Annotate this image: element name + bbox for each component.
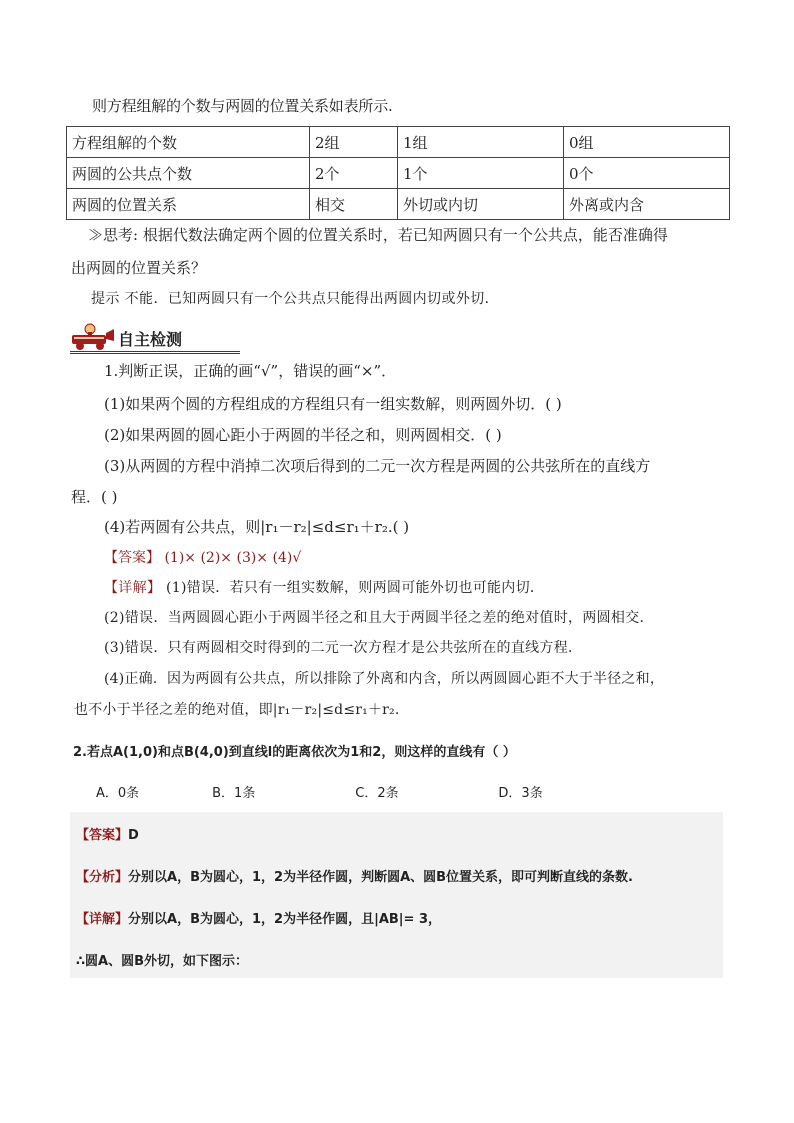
q2-conclusion: ∴圆A、圆B外切，如下图示： (76, 954, 249, 969)
q1-answer (104, 547, 301, 567)
q2-options (96, 782, 543, 801)
think-line-1 (88, 224, 668, 245)
q1-item-2: (2)如果两圆的圆心距小于两圆的半径之和，则两圆相交．( ) (104, 426, 502, 444)
section-underline-2 (70, 353, 240, 354)
q2-detail-text: 分别以A，B为圆心，1，2为半径作圆，且|AB|= 3， (128, 912, 442, 927)
q1-detail-3: (3)错误．只有两圆相交时得到的二元一次方程才是公共弦所在的直线方程． (104, 640, 583, 656)
q2-answer-value: D (128, 828, 139, 843)
intro-text: 则方程组解的个数与两圆的位置关系如表所示. (92, 97, 393, 115)
q2-detail-label: 【详解】 (76, 912, 129, 927)
q1-answer-value: (1)× (2)× (3)× (4)√ (164, 550, 302, 566)
q2-detail (76, 908, 441, 927)
cannon-icon (70, 321, 116, 351)
table-row (67, 189, 730, 220)
q2-analysis (76, 866, 633, 885)
table-cell: 外离或内含 (564, 189, 730, 220)
table-cell: 1组 (398, 127, 564, 158)
q1-detail-4: (4)正确．因为两圆有公共点，所以排除了外离和内含，所以两圆圆心距不大于半径之和， (104, 671, 665, 687)
q2-option-c: C．2条 (355, 786, 399, 801)
think-text: 根据代数法确定两个圆的位置关系时，若已知两圆只有一个公共点，能否准确得 (142, 226, 668, 244)
q2-answer-label: 【答案】 (76, 828, 129, 843)
table-row (67, 127, 730, 158)
table-cell: 方程组解的个数 (67, 127, 310, 158)
q1-item-1: (1)如果两个圆的方程组成的方程组只有一组实数解，则两圆外切．( ) (104, 395, 562, 413)
q2-analysis-text: 分别以A，B为圆心，1，2为半径作圆，判断圆A、圆B位置关系，即可判断直线的条数. (128, 870, 633, 885)
position-table (66, 126, 730, 220)
q1-detail-text-1: (1)错误．若只有一组实数解，则两圆可能外切也可能内切． (165, 580, 545, 596)
table-row (67, 158, 730, 189)
q2-analysis-label: 【分析】 (76, 870, 129, 885)
hint-text: 提示 不能．已知两圆只有一个公共点只能得出两圆内切或外切． (91, 291, 500, 307)
table-cell: 2组 (310, 127, 398, 158)
q1-detail-label: 【详解】 (104, 580, 162, 596)
q1-detail-1 (104, 577, 544, 597)
q1-item-4: (4)若两圆有公共点，则|r₁－r₂|≤d≤r₁＋r₂.( ) (104, 518, 410, 536)
table-cell: 相交 (310, 189, 398, 220)
solution-box (70, 812, 723, 978)
table-cell: 0个 (564, 158, 730, 189)
q1-stem: 1.判断正误，正确的画“√”，错误的画“×”． (104, 362, 397, 380)
q2-option-d: D．3条 (498, 786, 543, 801)
table-cell: 两圆的位置关系 (67, 189, 310, 220)
table-cell: 2个 (310, 158, 398, 189)
section-underline (70, 351, 240, 352)
table-cell: 外切或内切 (398, 189, 564, 220)
table-cell: 1个 (398, 158, 564, 189)
table-cell: 两圆的公共点个数 (67, 158, 310, 189)
q2-option-a: A．0条 (96, 786, 140, 801)
section-title: 自主检测 (118, 330, 183, 349)
q2-option-b: B．1条 (212, 786, 256, 801)
q1-answer-label: 【答案】 (104, 550, 160, 566)
think-line-2: 出两圆的位置关系？ (71, 259, 207, 277)
table-cell: 0组 (564, 127, 730, 158)
q1-item-3-cont: 程．( ) (71, 488, 118, 506)
q2-stem: 2.若点A(1,0)和点B(4,0)到直线l的距离依次为1和2，则这样的直线有（ ） (73, 745, 516, 760)
q1-detail-2: (2)错误．当两圆圆心距小于两圆半径之和且大于两圆半径之差的绝对值时，两圆相交． (104, 610, 654, 626)
q1-item-3: (3)从两圆的方程中消掉二次项后得到的二元一次方程是两圆的公共弦所在的直线方 (104, 457, 651, 475)
think-marker: ≫思考: (88, 226, 139, 244)
q1-detail-5: 也不小于半径之差的绝对值，即|r₁－r₂|≤d≤r₁＋r₂. (74, 702, 400, 718)
q2-answer (76, 824, 139, 843)
